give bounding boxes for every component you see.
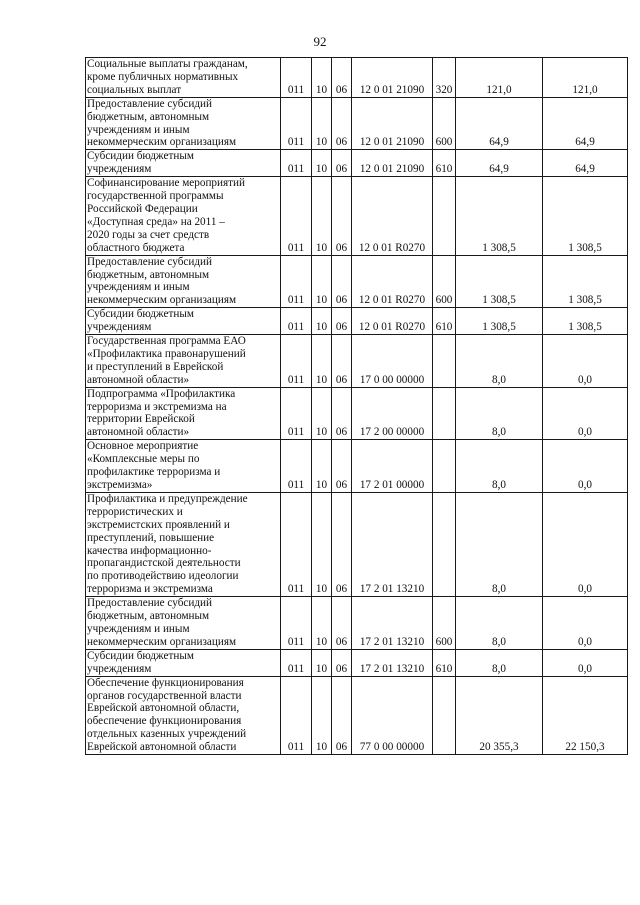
expense-type-cell: 610: [433, 150, 456, 177]
item-name-line: бюджетным, автономным: [87, 268, 210, 281]
amount-year2-cell: 64,9: [543, 150, 628, 177]
section-code-cell: 10: [312, 255, 332, 308]
ministry-code-cell: 011: [281, 335, 312, 388]
subsection-code-cell: 06: [332, 676, 352, 754]
item-name-line: Еврейской автономной области: [87, 741, 237, 754]
item-name-line: «Комплексные меры по: [87, 453, 200, 466]
item-name-cell: [86, 255, 281, 308]
ministry-code-cell: 011: [281, 440, 312, 493]
amount-year1-cell: 8,0: [456, 440, 543, 493]
expense-type-cell: [433, 177, 456, 255]
ministry-code-cell: 011: [281, 597, 312, 650]
item-name-line: органов государственной власти: [87, 689, 242, 702]
target-article-cell: 12 0 01 R0270: [352, 177, 433, 255]
amount-year2-cell: 1 308,5: [543, 255, 628, 308]
item-name-line: Субсидии бюджетным: [87, 150, 194, 163]
ministry-code-cell: 011: [281, 308, 312, 335]
target-article-cell: 17 2 01 13210: [352, 649, 433, 676]
item-name-line: Субсидии бюджетным: [87, 649, 194, 662]
amount-year2-cell: 0,0: [543, 440, 628, 493]
amount-year1-cell: 1 308,5: [456, 255, 543, 308]
ministry-code-cell: 011: [281, 649, 312, 676]
table-row: [86, 597, 628, 650]
ministry-code-cell: 011: [281, 387, 312, 440]
section-code-cell: 10: [312, 335, 332, 388]
table-row: [86, 387, 628, 440]
expense-type-cell: [433, 440, 456, 493]
amount-year2-cell: 0,0: [543, 649, 628, 676]
item-name-line: Обеспечение функционирования: [87, 676, 244, 689]
amount-year1-cell: 8,0: [456, 492, 543, 596]
section-code-cell: 10: [312, 177, 332, 255]
item-name-line: Предоставление субсидий: [87, 597, 213, 610]
amount-year2-cell: 0,0: [543, 387, 628, 440]
budget-table: [85, 57, 628, 755]
subsection-code-cell: 06: [332, 58, 352, 98]
item-name-line: учреждениям: [87, 321, 152, 334]
subsection-code-cell: 06: [332, 492, 352, 596]
item-name-line: некоммерческим организациям: [87, 136, 237, 149]
subsection-code-cell: 06: [332, 177, 352, 255]
page-number: 92: [313, 34, 327, 49]
ministry-code-cell: 011: [281, 255, 312, 308]
budget-table-body: [86, 58, 628, 755]
item-name-line: некоммерческим организациям: [87, 635, 237, 648]
item-name-cell: [86, 492, 281, 596]
item-name-cell: [86, 335, 281, 388]
subsection-code-cell: 06: [332, 335, 352, 388]
section-code-cell: 10: [312, 58, 332, 98]
item-name-line: Еврейской автономной области,: [87, 702, 240, 715]
item-name-line: 2020 годы за счет средств: [87, 228, 210, 241]
item-name-line: качества информационно-: [87, 544, 212, 557]
table-row: [86, 676, 628, 754]
item-name-line: Социальные выплаты гражданам,: [87, 58, 248, 70]
item-name-line: кроме публичных нормативных: [87, 70, 239, 83]
ministry-code-cell: 011: [281, 97, 312, 150]
expense-type-cell: 600: [433, 597, 456, 650]
section-code-cell: 10: [312, 649, 332, 676]
target-article-cell: 17 2 00 00000: [352, 387, 433, 440]
item-name-line: Предоставление субсидий: [87, 97, 213, 110]
item-name-line: «Профилактика правонарушений: [87, 347, 246, 360]
item-name-line: учреждениям: [87, 662, 152, 675]
item-name-cell: [86, 676, 281, 754]
amount-year1-cell: 8,0: [456, 335, 543, 388]
item-name-line: Основное мероприятие: [87, 440, 199, 453]
amount-year2-cell: 22 150,3: [543, 676, 628, 754]
expense-type-cell: [433, 335, 456, 388]
item-name-line: государственной программы: [87, 190, 224, 203]
target-article-cell: 17 0 00 00000: [352, 335, 433, 388]
table-row: [86, 97, 628, 150]
item-name-line: терроризма и экстремизма на: [87, 400, 227, 413]
item-name-cell: [86, 177, 281, 255]
item-name-line: Предоставление субсидий: [87, 255, 213, 268]
item-name-line: Софинансирование мероприятий: [87, 177, 246, 190]
amount-year1-cell: 64,9: [456, 150, 543, 177]
item-name-line: профилактике терроризма и: [87, 466, 221, 479]
expense-type-cell: 610: [433, 308, 456, 335]
table-row: [86, 492, 628, 596]
subsection-code-cell: 06: [332, 97, 352, 150]
item-name-cell: [86, 97, 281, 150]
amount-year1-cell: 20 355,3: [456, 676, 543, 754]
item-name-line: бюджетным, автономным: [87, 110, 210, 123]
subsection-code-cell: 06: [332, 255, 352, 308]
item-name-line: учреждениям: [87, 163, 152, 176]
target-article-cell: 12 0 01 21090: [352, 97, 433, 150]
subsection-code-cell: 06: [332, 150, 352, 177]
item-name-line: отдельных казенных учреждений: [87, 728, 247, 741]
subsection-code-cell: 06: [332, 308, 352, 335]
expense-type-cell: 600: [433, 255, 456, 308]
target-article-cell: 12 0 01 21090: [352, 58, 433, 98]
item-name-line: автономной области»: [87, 373, 190, 386]
subsection-code-cell: 06: [332, 387, 352, 440]
ministry-code-cell: 011: [281, 492, 312, 596]
item-name-cell: [86, 58, 281, 98]
item-name-cell: [86, 150, 281, 177]
ministry-code-cell: 011: [281, 676, 312, 754]
section-code-cell: 10: [312, 492, 332, 596]
item-name-line: по противодействию идеологии: [87, 570, 239, 583]
amount-year2-cell: 0,0: [543, 492, 628, 596]
table-row: [86, 335, 628, 388]
expense-type-cell: 610: [433, 649, 456, 676]
item-name-line: Подпрограмма «Профилактика: [87, 387, 236, 400]
subsection-code-cell: 06: [332, 597, 352, 650]
target-article-cell: 77 0 00 00000: [352, 676, 433, 754]
item-name-line: областного бюджета: [87, 241, 185, 254]
table-row: [86, 649, 628, 676]
expense-type-cell: [433, 492, 456, 596]
amount-year2-cell: 64,9: [543, 97, 628, 150]
amount-year1-cell: 121,0: [456, 58, 543, 98]
item-name-line: Профилактика и предупреждение: [87, 492, 248, 505]
item-name-line: экстремистских проявлений и: [87, 518, 230, 531]
amount-year1-cell: 1 308,5: [456, 177, 543, 255]
item-name-line: территории Еврейской: [87, 413, 195, 426]
subsection-code-cell: 06: [332, 649, 352, 676]
item-name-line: социальных выплат: [87, 83, 182, 96]
expense-type-cell: 600: [433, 97, 456, 150]
item-name-line: и преступлений в Еврейской: [87, 360, 224, 373]
amount-year2-cell: 1 308,5: [543, 177, 628, 255]
ministry-code-cell: 011: [281, 177, 312, 255]
item-name-cell: [86, 440, 281, 493]
amount-year1-cell: 8,0: [456, 597, 543, 650]
subsection-code-cell: 06: [332, 440, 352, 493]
section-code-cell: 10: [312, 440, 332, 493]
amount-year1-cell: 1 308,5: [456, 308, 543, 335]
item-name-line: учреждениям и иным: [87, 123, 190, 136]
target-article-cell: 12 0 01 21090: [352, 150, 433, 177]
table-row: [86, 58, 628, 98]
section-code-cell: 10: [312, 150, 332, 177]
table-row: [86, 255, 628, 308]
item-name-line: «Доступная среда» на 2011 –: [87, 215, 225, 228]
item-name-line: терроризма и экстремизма: [87, 583, 213, 596]
item-name-line: некоммерческим организациям: [87, 294, 237, 307]
amount-year2-cell: 1 308,5: [543, 308, 628, 335]
item-name-line: обеспечение функционирования: [87, 715, 242, 728]
item-name-line: учреждениям и иным: [87, 622, 190, 635]
item-name-line: Государственная программа ЕАО: [87, 335, 246, 348]
item-name-cell: [86, 649, 281, 676]
item-name-line: Субсидии бюджетным: [87, 308, 194, 321]
section-code-cell: 10: [312, 308, 332, 335]
target-article-cell: 12 0 01 R0270: [352, 255, 433, 308]
item-name-line: бюджетным, автономным: [87, 610, 210, 623]
item-name-line: пропагандистской деятельности: [87, 557, 241, 570]
section-code-cell: 10: [312, 387, 332, 440]
item-name-line: автономной области»: [87, 426, 190, 439]
item-name-line: учреждениям и иным: [87, 281, 190, 294]
item-name-line: преступлений, повышение: [87, 531, 215, 544]
item-name-cell: [86, 308, 281, 335]
table-row: [86, 308, 628, 335]
amount-year1-cell: 64,9: [456, 97, 543, 150]
ministry-code-cell: 011: [281, 150, 312, 177]
item-name-line: Российской Федерации: [87, 202, 198, 215]
item-name-line: экстремизма»: [87, 479, 153, 491]
table-row: [86, 150, 628, 177]
expense-type-cell: 320: [433, 58, 456, 98]
section-code-cell: 10: [312, 676, 332, 754]
expense-type-cell: [433, 387, 456, 440]
amount-year1-cell: 8,0: [456, 649, 543, 676]
target-article-cell: 17 2 01 13210: [352, 597, 433, 650]
item-name-line: террористических и: [87, 505, 183, 518]
section-code-cell: 10: [312, 597, 332, 650]
item-name-cell: [86, 387, 281, 440]
amount-year2-cell: 0,0: [543, 597, 628, 650]
table-row: [86, 440, 628, 493]
table-row: [86, 177, 628, 255]
target-article-cell: 17 2 01 13210: [352, 492, 433, 596]
target-article-cell: 17 2 01 00000: [352, 440, 433, 493]
target-article-cell: 12 0 01 R0270: [352, 308, 433, 335]
expense-type-cell: [433, 676, 456, 754]
amount-year2-cell: 0,0: [543, 335, 628, 388]
amount-year1-cell: 8,0: [456, 387, 543, 440]
amount-year2-cell: 121,0: [543, 58, 628, 98]
ministry-code-cell: 011: [281, 58, 312, 98]
section-code-cell: 10: [312, 97, 332, 150]
item-name-cell: [86, 597, 281, 650]
